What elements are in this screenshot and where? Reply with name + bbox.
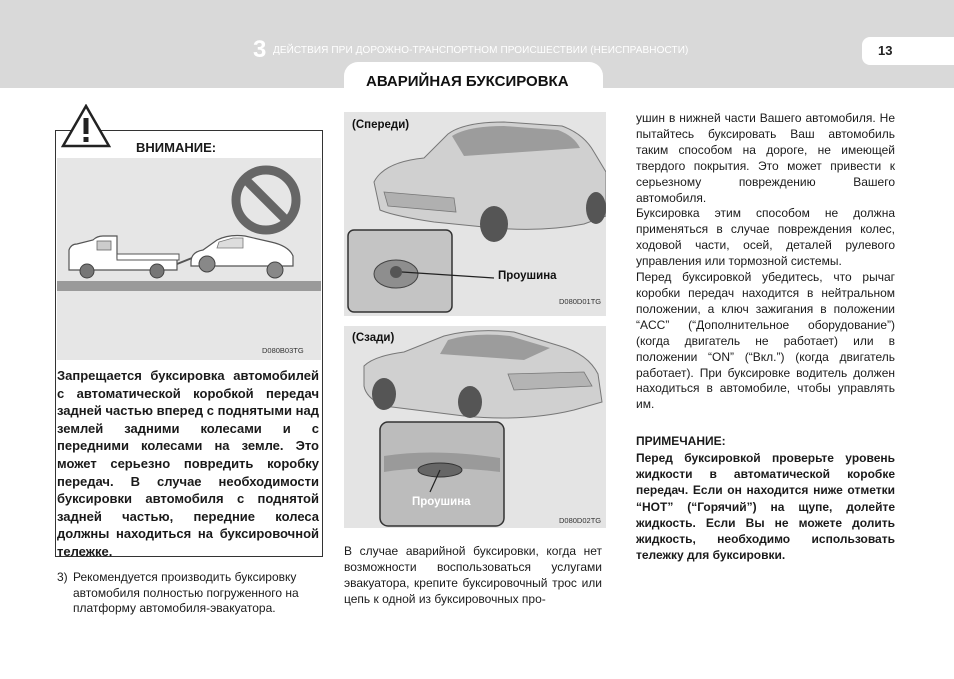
warning-text: Запрещается буксировка автомобилей с автоматической коробкой передач задней частью вперед с поднятыми над землей задними колесами и с передними колесами на земле. Это может серьезно повредить коробку передач. В случае необходимости буксировки автомобиля с поднятой задней частью, передние колеса должны находиться на буксировочной тележке. bbox=[57, 368, 319, 559]
rear-hook-label: Проушина bbox=[412, 496, 471, 508]
note-text: Рекомендуется производить буксировку автомобиля полностью погруженного на платформу автомобиля-эвакуатора. bbox=[73, 570, 299, 615]
front-photo-label: (Спереди) bbox=[352, 119, 410, 131]
right-paragraph-3: Перед буксировкой убедитесь, что рычаг коробки передач находится в нейтральном положении, а ключ зажигания в положении “ACC” (“Дополнительное оборудование”) (когда двигатель не работает) или в положении “ON” (“Вкл.”) (когда двигатель работает). При буксировке водитель должен находиться в автомобиле, чтобы управлять им. bbox=[636, 270, 895, 412]
rear-photo-label: (Сзади) bbox=[352, 332, 395, 344]
tow-truck-illustration bbox=[57, 158, 321, 360]
front-hook-label: Проушина bbox=[498, 270, 557, 282]
note-title: ПРИМЕЧАНИЕ: bbox=[636, 434, 726, 448]
front-car-graphic bbox=[344, 112, 606, 316]
right-paragraph-2: Буксировка этим способом не должна применяться в случае повреждения колес, ходовой части, осей, деталей рулевого управления или тормозной системы. bbox=[636, 206, 895, 269]
front-tow-hook-photo bbox=[344, 112, 606, 316]
tow-illustration-graphic bbox=[57, 158, 321, 360]
chapter-title: ДЕЙСТВИЯ ПРИ ДОРОЖНО-ТРАНСПОРТНОМ ПРОИСШЕСТВИИ (НЕИСПРАВНОСТИ) bbox=[273, 45, 689, 56]
front-photo-code: D080D01TG bbox=[559, 297, 602, 306]
warning-image-code: D080B03TG bbox=[262, 346, 304, 355]
note-text-bold: Перед буксировкой проверьте уровень жидкости в автоматической коробке передач. Если он находится ниже отметки “HOT” (“Горячий”) на щупе, долейте жидкость. Если Вы не можете долить жидкость, необходимо использовать тележку для буксировки. bbox=[636, 451, 895, 563]
page-number: 13 bbox=[878, 43, 893, 58]
page-number-tab bbox=[862, 37, 954, 65]
warning-triangle-icon bbox=[61, 104, 111, 148]
rear-car-graphic bbox=[344, 326, 606, 528]
right-column-text bbox=[636, 111, 895, 413]
middle-column-text: В случае аварийной буксировки, когда нет возможности воспользоваться услугами эвакуатора, крепите буксировочный трос или цепь к одной из буксировочных про- bbox=[344, 544, 602, 606]
warning-title: ВНИМАНИЕ: bbox=[136, 140, 217, 155]
rear-photo-code: D080D02TG bbox=[559, 516, 602, 525]
section-title: АВАРИЙНАЯ БУКСИРОВКА bbox=[366, 73, 569, 90]
note-item-3 bbox=[57, 570, 319, 617]
right-paragraph-1: ушин в нижней части Вашего автомобиля. Не пытайтесь буксировать Ваш автомобиль таким способом на дороге, не имеющей твердого покрытия. Это может привести к серьезному повреждению Вашего автомобиля. bbox=[636, 111, 895, 205]
chapter-number: 3 bbox=[253, 36, 267, 63]
note-number: 3) bbox=[57, 570, 68, 584]
rear-tow-hook-photo bbox=[344, 326, 606, 528]
